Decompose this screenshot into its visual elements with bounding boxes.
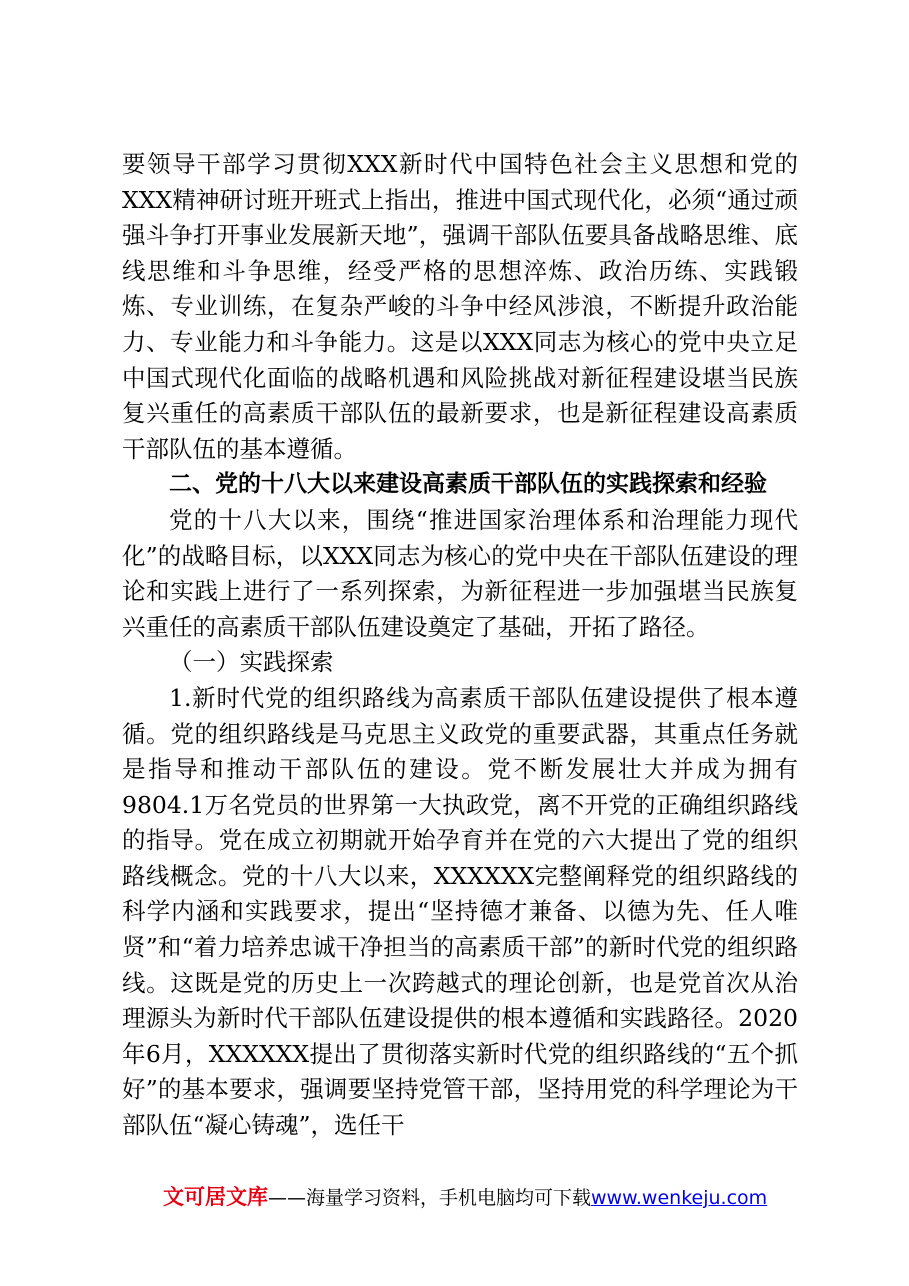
document-body <box>122 147 798 1144</box>
page-footer <box>163 1184 767 1211</box>
subsection-heading: （一）实践探索 <box>169 648 334 677</box>
body-paragraph: 要领导干部学习贯彻XXX新时代中国特色社会主义思想和党的XXX精神研讨班开班式上指出，推进中国式现代化，必须“通过顽强斗争打开事业发展新天地”，强调干部队伍要具备战略思维、底线思维和斗争思维，经受严格的思想淬炼、政治历练、实践锻炼、专业训练，在复杂严峻的斗争中经风涉浪，不断提升政治能力、专业能力和斗争能力。这是以XXX同志为核心的党中央立足中国式现代化面临的战略机遇和风险挑战对新征程建设堪当民族复兴重任的高素质干部队伍的最新要求，也是新征程建设高素质干部队伍的基本遵循。 <box>122 150 798 463</box>
body-paragraph: 党的十八大以来，围绕“推进国家治理体系和治理能力现代化”的战略目标，以XXX同志为核心的党中央在干部队伍建设的理论和实践上进行了一系列探索，为新征程进一步加强堪当民族复兴重任的高素质干部队伍建设奠定了基础，开拓了路径。 <box>122 505 798 641</box>
footer-tagline: ——海量学习资料，手机电脑均可下载 <box>268 1187 592 1209</box>
section-heading: 二、党的十八大以来建设高素质干部队伍的实践探索和经验 <box>169 471 767 498</box>
footer-link[interactable]: www.wenkeju.com <box>591 1187 768 1209</box>
body-paragraph: 1.新时代党的组织路线为高素质干部队伍建设提供了根本遵循。党的组织路线是马克思主义政党的重要武器，其重点任务就是指导和推动干部队伍的建设。党不断发展壮大并成为拥有9804.1万名党员的世界第一大执政党，离不开党的正确组织路线的指导。党在成立初期就开始孕育并在党的六大提出了党的组织路线概念。党的十八大以来，XXXXXX完整阐释党的组织路线的科学内涵和实践要求，提出“坚持德才兼备、以德为先、任人唯贤”和“着力培养忠诚干净担当的高素质干部”的新时代党的组织路线。这既是党的历史上一次跨越式的理论创新，也是党首次从治理源头为新时代干部队伍建设提供的根本遵循和实践路径。2020年6月，XXXXXX提出了贯彻落实新时代党的组织路线的“五个抓好”的基本要求，强调要坚持党管干部，坚持用党的科学理论为干部队伍“凝心铸魂”，选任干 <box>122 683 798 1140</box>
footer-brand: 文可居文库 <box>163 1185 268 1209</box>
